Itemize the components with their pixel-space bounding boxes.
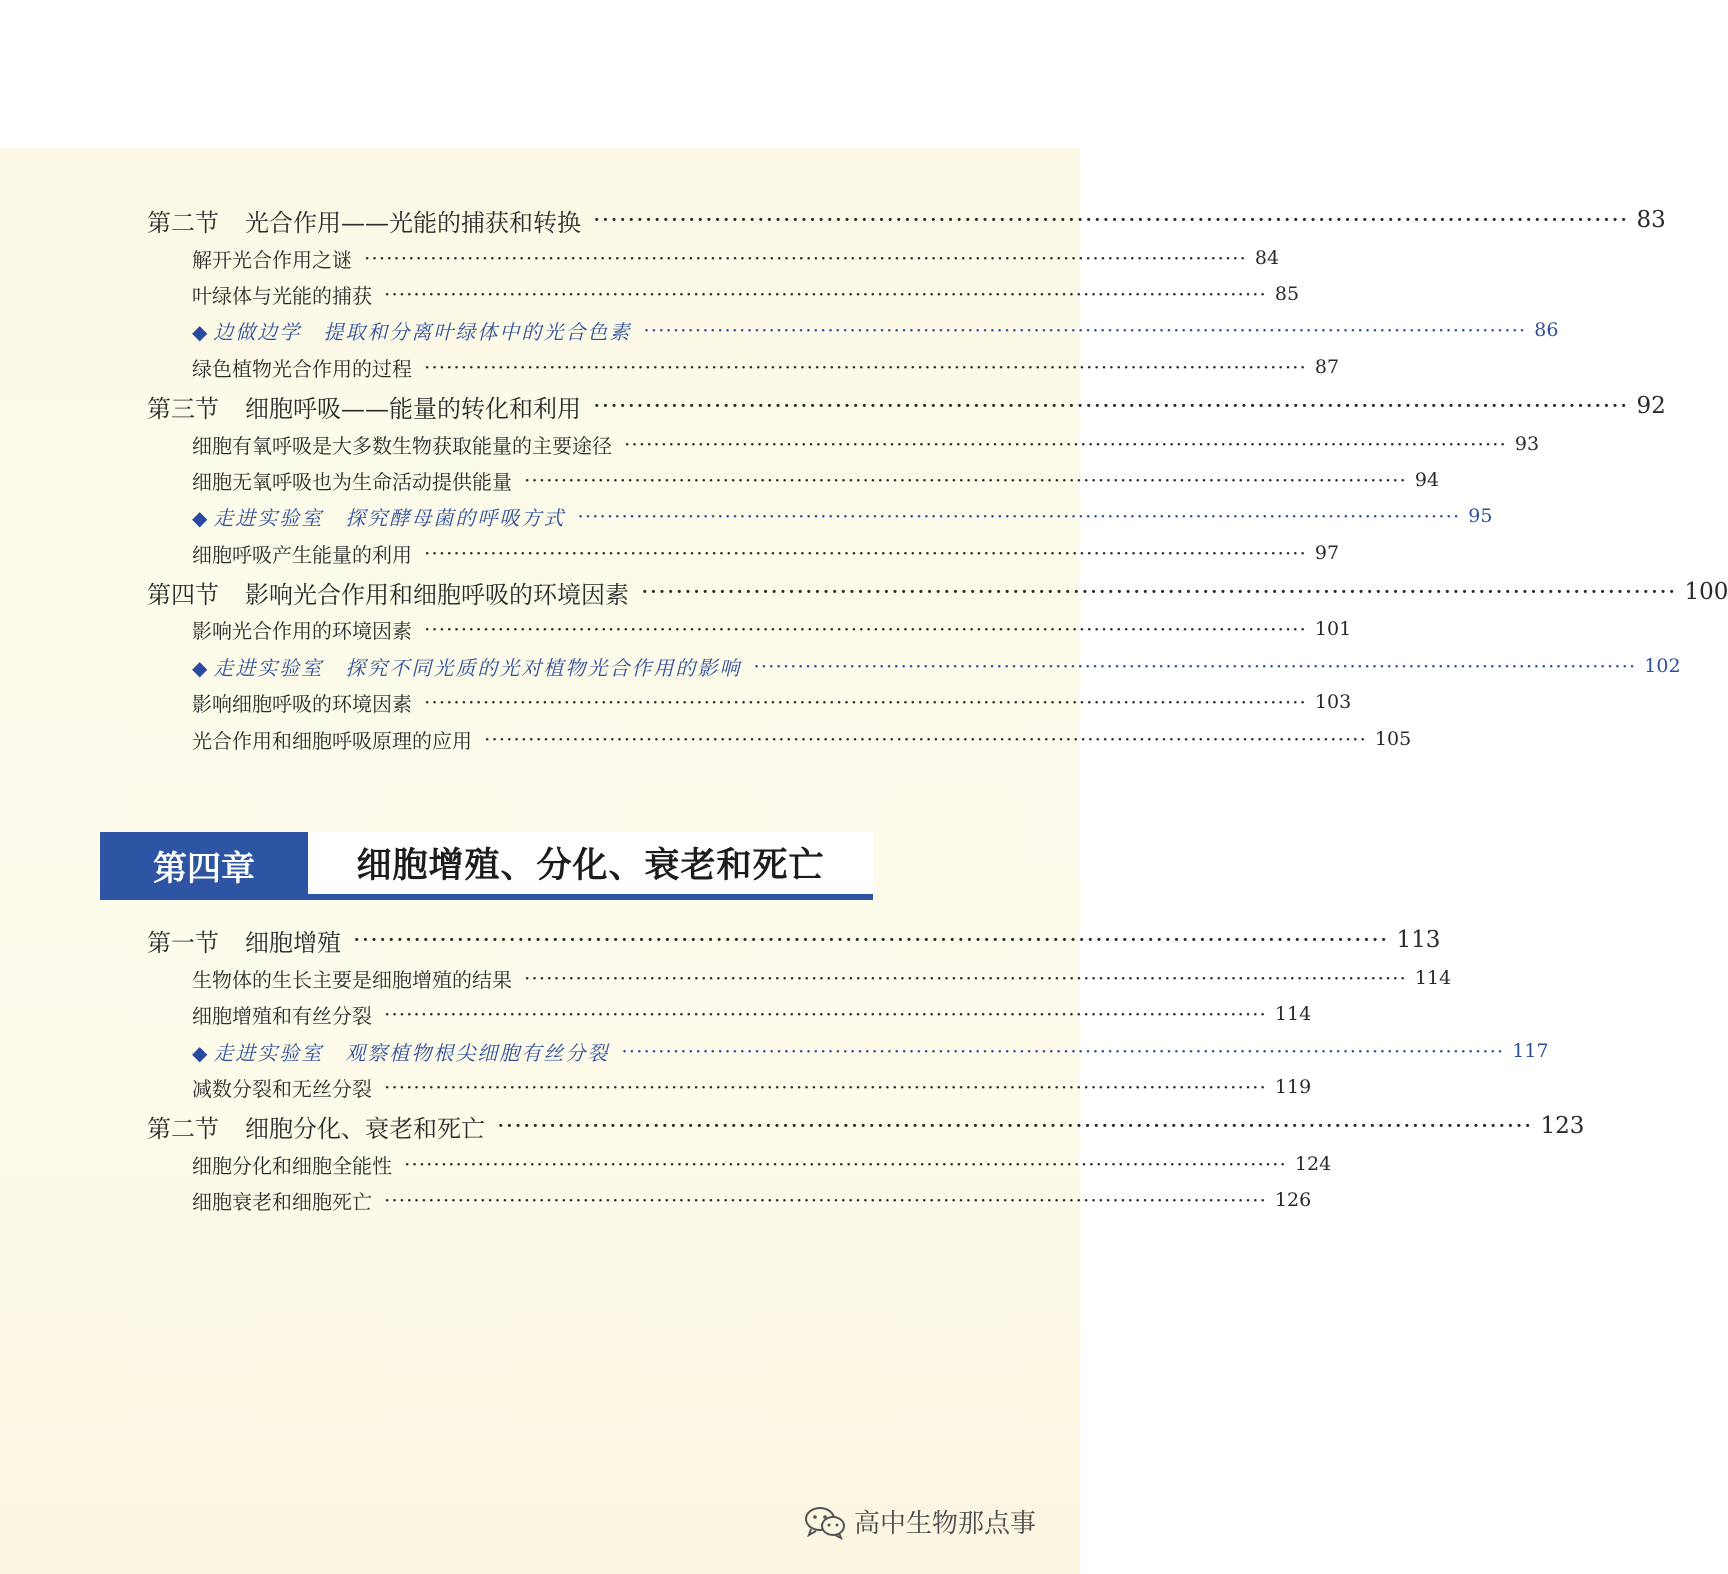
toc-page-number: 113: [1396, 927, 1441, 953]
toc-page-number: 92: [1636, 393, 1666, 419]
section-number: 第二节: [147, 1114, 219, 1143]
toc-entry-label: [192, 1073, 372, 1102]
toc-activity-row[interactable]: [192, 1034, 1549, 1068]
toc-page-number: 126: [1274, 1189, 1312, 1211]
toc-entry-label: [192, 353, 412, 382]
toc-entry-label: [192, 430, 612, 459]
toc-entry-title: 边做边学 提取和分离叶绿体中的光合色素: [213, 319, 632, 344]
dot-leader: ························································································································: [384, 1002, 1267, 1026]
toc-entry-label: [192, 1037, 609, 1066]
watermark-text: 高中生物那点事: [854, 1509, 1037, 1539]
section-number: 第三节: [147, 394, 219, 423]
toc-entry-title: 影响光合作用和细胞呼吸的环境因素: [245, 580, 629, 609]
toc-page-number: 87: [1314, 356, 1340, 378]
diamond-bullet-icon: ◆: [192, 505, 210, 530]
chapter-tag: 第四章: [100, 832, 308, 898]
dot-leader: ························································································································: [424, 617, 1307, 641]
toc-entry-label: [147, 203, 581, 238]
toc-entry-label: [147, 1109, 485, 1144]
toc-entry-label: [192, 1150, 392, 1179]
toc-entry-title: 解开光合作用之谜: [192, 247, 352, 272]
toc-entry-label: [192, 539, 412, 568]
toc-entry-title: 走进实验室 观察植物根尖细胞有丝分裂: [213, 1040, 610, 1065]
toc-entry-label: [192, 615, 412, 644]
dot-leader: ························································································································: [424, 355, 1307, 379]
toc-subsection-row[interactable]: [192, 1183, 1312, 1217]
toc-subsection-row[interactable]: [192, 1147, 1332, 1181]
toc-section-row[interactable]: [147, 388, 1666, 424]
wechat-icon: [804, 1505, 846, 1539]
dot-leader: ························································································································: [577, 504, 1461, 528]
toc-entry-label: [192, 244, 352, 273]
page-top-margin: [0, 0, 1080, 148]
toc-entry-label: [147, 389, 581, 424]
toc-page-number: 97: [1314, 542, 1340, 564]
toc-entry-title: 走进实验室 探究不同光质的光对植物光合作用的影响: [213, 655, 742, 680]
toc-entry-title: 绿色植物光合作用的过程: [192, 356, 412, 381]
chapter-banner: [100, 832, 873, 902]
toc-subsection-row[interactable]: [192, 536, 1340, 570]
section-number: 第四节: [147, 580, 219, 609]
dot-leader: ························································································································: [524, 468, 1407, 492]
dot-leader: ························································································································: [497, 1112, 1533, 1140]
toc-subsection-row[interactable]: [192, 1070, 1312, 1104]
toc-subsection-row[interactable]: [192, 961, 1452, 995]
toc-subsection-row[interactable]: [192, 241, 1280, 275]
toc-entry-label: [192, 280, 372, 309]
dot-leader: ························································································································: [384, 282, 1267, 306]
toc-activity-row[interactable]: [192, 649, 1681, 683]
toc-page-number: 105: [1374, 728, 1412, 750]
dot-leader: ························································································································: [753, 654, 1637, 678]
toc-entry-label: [192, 725, 472, 754]
toc-entry-title: 生物体的生长主要是细胞增殖的结果: [192, 967, 512, 992]
toc-entry-label: [192, 652, 741, 681]
toc-subsection-row[interactable]: [192, 997, 1312, 1031]
dot-leader: ························································································································: [384, 1188, 1267, 1212]
toc-entry-title: 叶绿体与光能的捕获: [192, 283, 372, 308]
toc-page-number: 103: [1314, 691, 1352, 713]
dot-leader: ························································································································: [384, 1075, 1267, 1099]
toc-page-number: 114: [1274, 1003, 1312, 1025]
toc-section-row[interactable]: [147, 922, 1441, 958]
diamond-bullet-icon: ◆: [192, 1040, 210, 1065]
toc-section-row[interactable]: [147, 1108, 1585, 1144]
toc-entry-label: [192, 688, 412, 717]
toc-page-number: 86: [1534, 319, 1559, 341]
dot-leader: ························································································································: [624, 432, 1507, 456]
dot-leader: ························································································································: [643, 318, 1527, 342]
dot-leader: ························································································································: [484, 727, 1367, 751]
toc-subsection-row[interactable]: [192, 427, 1540, 461]
toc-page-number: 101: [1314, 618, 1352, 640]
dot-leader: ························································································································: [621, 1039, 1505, 1063]
toc-entry-title: 细胞分化、衰老和死亡: [245, 1114, 485, 1143]
diamond-bullet-icon: ◆: [192, 319, 210, 344]
dot-leader: ························································································································: [524, 966, 1407, 990]
toc-entry-title: 减数分裂和无丝分裂: [192, 1076, 372, 1101]
dot-leader: ························································································································: [593, 206, 1629, 234]
toc-page-number: 95: [1468, 505, 1493, 527]
toc-page-number: 123: [1540, 1113, 1585, 1139]
toc-page-number: 117: [1512, 1040, 1549, 1062]
toc-page-number: 94: [1414, 469, 1440, 491]
toc-subsection-row[interactable]: [192, 277, 1300, 311]
toc-entry-label: [147, 575, 629, 610]
toc-subsection-row[interactable]: [192, 722, 1412, 756]
toc-entry-title: 细胞增殖: [245, 928, 341, 957]
toc-page-number: 83: [1636, 207, 1666, 233]
toc-page-number: 84: [1254, 247, 1280, 269]
toc-entry-title: 走进实验室 探究酵母菌的呼吸方式: [213, 505, 566, 530]
toc-subsection-row[interactable]: [192, 612, 1352, 646]
toc-entry-title: 细胞有氧呼吸是大多数生物获取能量的主要途径: [192, 433, 612, 458]
toc-page-number: 119: [1274, 1076, 1312, 1098]
toc-entry-title: 影响细胞呼吸的环境因素: [192, 691, 412, 716]
toc-page-number: 93: [1514, 433, 1540, 455]
toc-entry-title: 影响光合作用的环境因素: [192, 618, 412, 643]
toc-page-number: 114: [1414, 967, 1452, 989]
toc-entry-label: [192, 466, 512, 495]
dot-leader: ························································································································: [353, 926, 1389, 954]
toc-activity-row[interactable]: [192, 499, 1493, 533]
section-number: 第二节: [147, 208, 219, 237]
toc-entry-label: [147, 923, 341, 958]
toc-entry-label: [192, 1000, 372, 1029]
dot-leader: ························································································································: [641, 578, 1677, 606]
toc-activity-row[interactable]: [192, 313, 1559, 347]
toc-page-number: 124: [1294, 1153, 1332, 1175]
toc-entry-label: [192, 1186, 372, 1215]
chapter-title: 细胞增殖、分化、衰老和死亡: [356, 846, 825, 886]
toc-entry-title: 细胞无氧呼吸也为生命活动提供能量: [192, 469, 512, 494]
toc-entry-title: 细胞增殖和有丝分裂: [192, 1003, 372, 1028]
toc-page-number: 85: [1274, 283, 1300, 305]
toc-section-row[interactable]: [147, 574, 1728, 610]
toc-entry-title: 光合作用——光能的捕获和转换: [245, 208, 581, 237]
dot-leader: ························································································································: [404, 1152, 1287, 1176]
toc-entry-label: [192, 964, 512, 993]
dot-leader: ························································································································: [424, 541, 1307, 565]
section-number: 第一节: [147, 928, 219, 957]
chapter-title-box: [308, 832, 873, 894]
toc-section-row[interactable]: [147, 202, 1666, 238]
diamond-bullet-icon: ◆: [192, 655, 210, 680]
toc-subsection-row[interactable]: [192, 463, 1440, 497]
toc-entry-title: 细胞呼吸——能量的转化和利用: [245, 394, 581, 423]
dot-leader: ························································································································: [364, 246, 1247, 270]
dot-leader: ························································································································: [593, 392, 1629, 420]
toc-subsection-row[interactable]: [192, 350, 1340, 384]
toc-page-number: 100: [1684, 579, 1728, 605]
dot-leader: ························································································································: [424, 690, 1307, 714]
toc-entry-title: 细胞分化和细胞全能性: [192, 1153, 392, 1178]
toc-subsection-row[interactable]: [192, 685, 1352, 719]
toc-entry-title: 细胞呼吸产生能量的利用: [192, 542, 412, 567]
chapter-underline: [100, 894, 873, 900]
watermark: [804, 1503, 1036, 1540]
toc-entry-title: 细胞衰老和细胞死亡: [192, 1189, 372, 1214]
toc-entry-label: [192, 502, 565, 531]
toc-entry-label: [192, 316, 631, 345]
toc-entry-title: 光合作用和细胞呼吸原理的应用: [192, 728, 472, 753]
toc-page-number: 102: [1644, 655, 1681, 677]
